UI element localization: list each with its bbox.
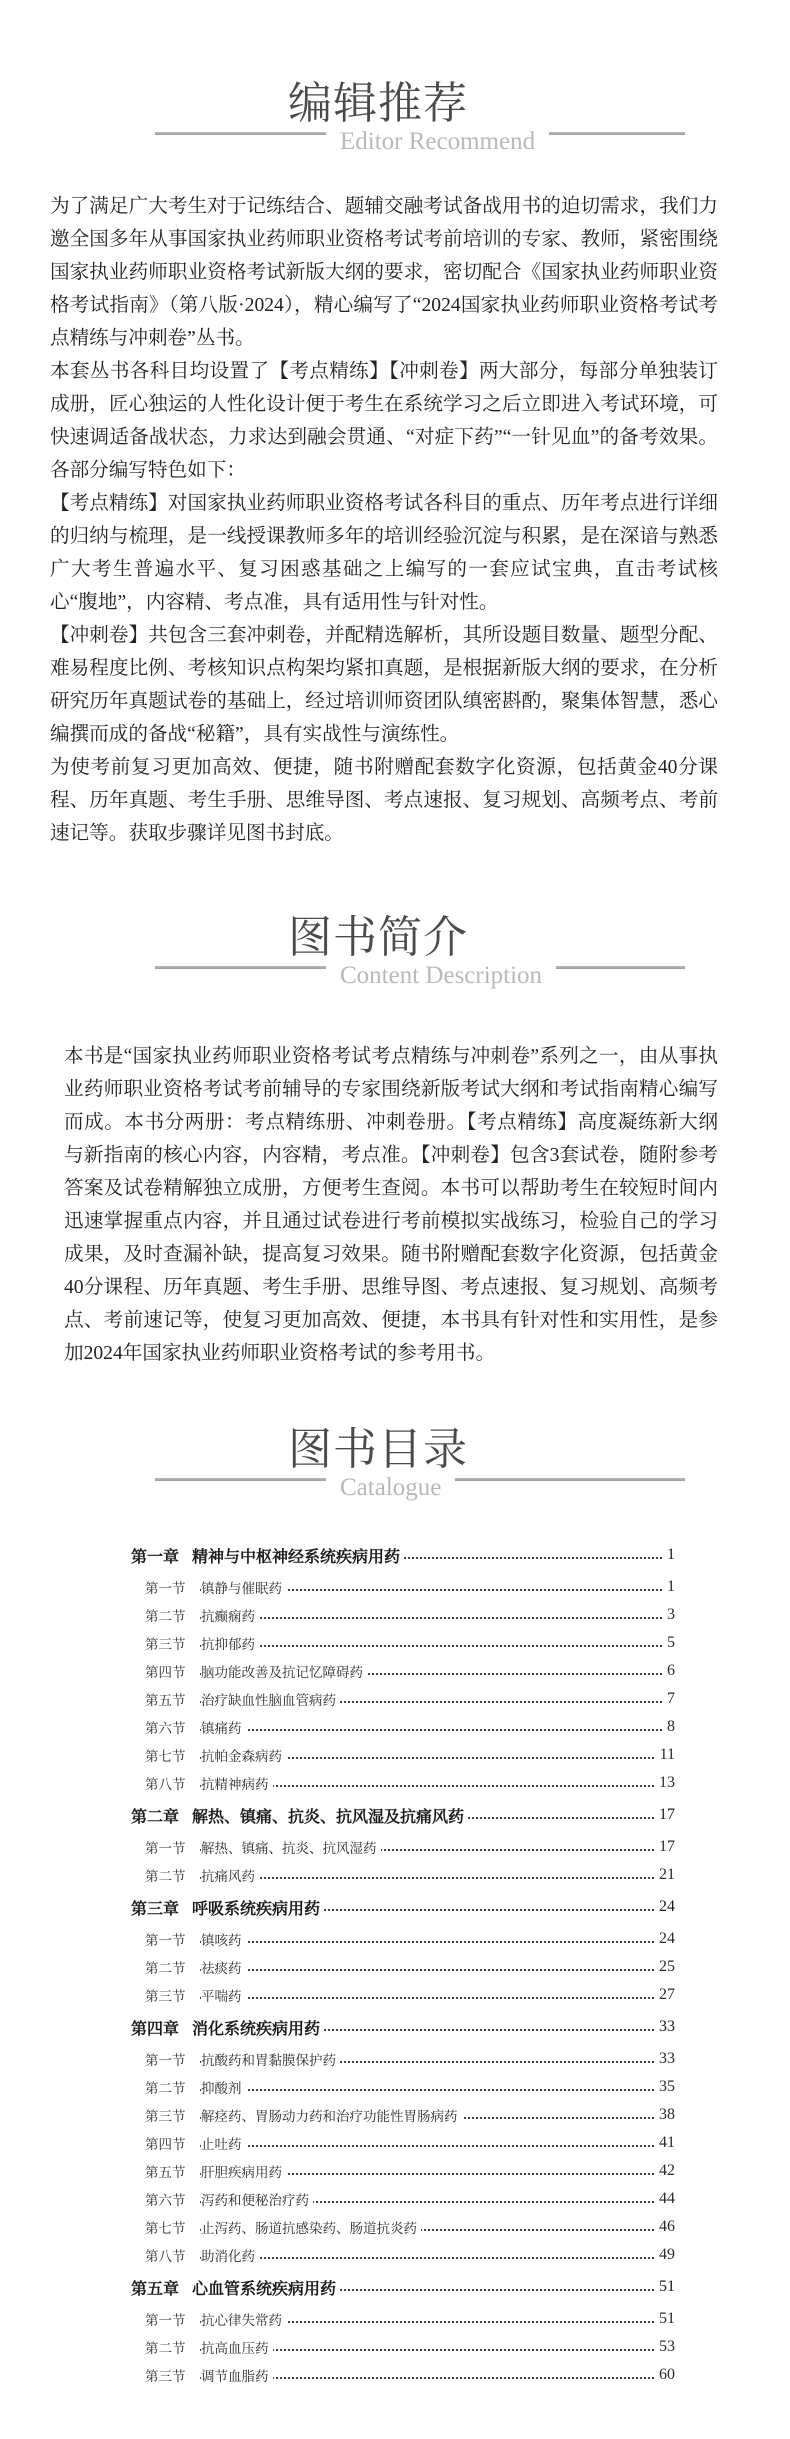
toc-section-row [0,1861,790,1889]
toc-entry-page: 33 [655,2018,675,2036]
toc-entry-label: 第三节 [145,1989,186,2005]
toc-entry-title: 抗酸药和胃黏膜保护药 [201,2049,340,2069]
heading-rule [155,1474,685,1502]
toc-entry-title: 泻药和便秘治疗药 [201,2189,313,2209]
toc-section-row [0,2045,790,2073]
toc-section-row [0,1713,790,1741]
toc-section-row [0,2213,790,2241]
toc-entry-title: 消化系统疾病用药 [192,2016,324,2039]
toc-entry-title: 精神与中枢神经系统疾病用药 [192,1544,404,1567]
dot-leader [200,1645,662,1647]
toc-chapter-row [0,1797,790,1833]
toc-entry-page: 49 [655,2246,675,2264]
toc-entry-title: 抗精神病药 [201,1773,273,1793]
toc-entry-title: 解热、镇痛、抗炎、抗风湿药 [201,1837,381,1857]
heading-rule [155,128,685,156]
toc-entry-page: 44 [655,2190,675,2208]
dot-leader [200,2257,662,2259]
toc-entry-label: 第三节 [145,2109,186,2125]
toc-section-row [0,2157,790,2185]
toc-section-row [0,1685,790,1713]
dot-leader [200,1941,662,1943]
section-subtitle: Catalogue [340,1474,442,1501]
toc-entry-page: 17 [655,1806,675,1824]
content-description-text [64,1040,718,1370]
toc-entry-title: 呼吸系统疾病用药 [192,1896,324,1919]
toc-entry-page: 6 [663,1662,675,1680]
toc-section-row [0,2305,790,2333]
toc-entry-label: 第一节 [145,1841,186,1857]
toc-entry-title: 抗抑郁药 [201,1633,259,1653]
toc-chapter-row [0,2009,790,2045]
divider-line [155,1478,326,1481]
toc-entry-title: 抗心律失常药 [201,2309,286,2329]
toc-entry-page: 21 [655,1866,675,1884]
toc-entry-page: 46 [655,2218,675,2236]
toc-section-row [0,1601,790,1629]
section-title: 编辑推荐 [288,78,468,129]
toc-entry-label: 第一节 [145,1581,186,1597]
dot-leader [200,1617,662,1619]
divider-line [556,966,685,969]
toc-entry-page: 8 [663,1718,675,1736]
toc-entry-label: 第八节 [145,2249,186,2265]
toc-section-row [0,2241,790,2269]
toc-entry-title: 抑酸剂 [201,2077,246,2097]
toc-entry-label: 第五章 [131,2278,180,2298]
toc-entry-label: 第三章 [131,1898,180,1918]
toc-section-row [0,1629,790,1657]
toc-entry-label: 第二节 [145,1869,186,1885]
toc-entry-title: 镇咳药 [201,1929,246,1949]
toc-entry-title: 解热、镇痛、抗炎、抗风湿及抗痛风药 [192,1804,468,1827]
toc-entry-page: 27 [655,1986,675,2004]
toc-entry-title: 肝胆疾病用药 [201,2161,286,2181]
paragraph: 为使考前复习更加高效、便捷，随书附赠配套数字化资源，包括黄金40分课程、历年真题、考生手册、思维导图、考点速报、复习规划、高频考点、考前速记等。获取步骤详见图书封底。 [50,757,718,844]
divider-line [549,132,685,135]
toc-section-row [0,1925,790,1953]
section-subtitle: Content Description [340,962,543,989]
toc-entry-page: 51 [655,2278,675,2296]
toc-chapter-row [0,2269,790,2305]
toc-entry-label: 第八节 [145,1777,186,1793]
dot-leader [200,1969,662,1971]
heading-rule [155,962,685,990]
toc-section-row [0,1573,790,1601]
toc-entry-title: 镇痛药 [201,1717,246,1737]
toc-entry-page: 11 [656,1746,675,1764]
toc-entry-page: 1 [663,1578,675,1596]
toc-entry-label: 第三节 [145,1637,186,1653]
toc-entry-page: 7 [663,1690,675,1708]
toc-entry-label: 第一节 [145,1933,186,1949]
editor-recommend-text [50,190,718,850]
toc-entry-page: 53 [655,2338,675,2356]
toc-entry-page: 25 [655,1958,675,1976]
toc-entry-title: 止泻药、肠道抗感染药、肠道抗炎药 [201,2217,421,2237]
toc-section-row [0,2129,790,2157]
toc-entry-label: 第六节 [145,1721,186,1737]
toc-entry-title: 止吐药 [201,2133,246,2153]
toc-entry-label: 第二章 [131,1806,180,1826]
toc-section-row [0,2333,790,2361]
toc-entry-page: 24 [655,1930,675,1948]
toc-entry-label: 第四节 [145,2137,186,2153]
toc-entry-title: 助消化药 [201,2245,259,2265]
toc-entry-page: 41 [655,2134,675,2152]
toc-section-row [0,1769,790,1797]
toc-entry-page: 5 [663,1634,675,1652]
paragraph: 【考点精练】对国家执业药师职业资格考试各科目的重点、历年考点进行详细的归纳与梳理，是一线授课教师多年的培训经验沉淀与积累，是在深谙与熟悉广大考生普遍水平、复习困惑基础之上编写的一套应试宝典，直击考试核心“腹地”，内容精、考点准，具有适用性与针对性。 [50,493,718,613]
toc-section-row [0,2101,790,2129]
toc-section-row [0,1741,790,1769]
toc-entry-page: 42 [655,2162,675,2180]
table-of-contents [0,1537,790,2389]
toc-entry-label: 第二节 [145,1609,186,1625]
toc-entry-page: 51 [655,2310,675,2328]
section-title: 图书简介 [288,912,468,963]
section-title: 图书目录 [288,1424,468,1475]
toc-chapter-row [0,1889,790,1925]
toc-entry-page: 33 [655,2050,675,2068]
dot-leader [200,1877,662,1879]
toc-chapter-row [0,1537,790,1573]
toc-entry-label: 第六节 [145,2193,186,2209]
toc-entry-title: 平喘药 [201,1985,246,2005]
toc-entry-label: 第七节 [145,1749,186,1765]
editor-recommend-heading [0,78,790,168]
paragraph: 本套丛书各科目均设置了【考点精练】【冲刺卷】两大部分，每部分单独装订成册，匠心独运的人性化设计便于考生在系统学习之后立即进入考试环境，可快速调适备战状态，力求达到融会贯通、“对症下药”“一针见血”的备考效果。各部分编写特色如下： [50,361,718,481]
toc-entry-title: 解痉药、胃肠动力药和治疗功能性胃肠病药 [201,2105,462,2125]
dot-leader [200,2089,662,2091]
toc-section-row [0,2361,790,2389]
toc-entry-label: 第五节 [145,1693,186,1709]
toc-entry-page: 38 [655,2106,675,2124]
toc-entry-page: 3 [663,1606,675,1624]
toc-entry-label: 第二节 [145,2341,186,2357]
divider-line [455,1478,685,1481]
dot-leader [200,1729,662,1731]
toc-entry-title: 心血管系统疾病用药 [192,2276,340,2299]
toc-entry-title: 治疗缺血性脑血管病药 [201,1689,340,1709]
toc-section-row [0,1953,790,1981]
toc-entry-title: 抗癫痫药 [201,1605,259,1625]
toc-section-row [0,1833,790,1861]
dot-leader [200,1997,662,1999]
toc-entry-title: 抗高血压药 [201,2337,273,2357]
toc-entry-page: 60 [655,2366,675,2384]
paragraph: 为了满足广大考生对于记练结合、题辅交融考试备战用书的迫切需求，我们力邀全国多年从事国家执业药师职业资格考试考前培训的专家、教师，紧密围绕国家执业药师职业资格考试新版大纲的要求，密切配合《国家执业药师职业资格考试指南》（第八版·2024），精心编写了“2024国家执业药师职业资格考试考点精练与冲刺卷”丛书。 [50,196,718,349]
toc-entry-page: 24 [655,1898,675,1916]
toc-entry-label: 第七节 [145,2221,186,2237]
divider-line [155,132,326,135]
toc-section-row [0,1657,790,1685]
toc-section-row [0,2073,790,2101]
section-subtitle: Editor Recommend [340,128,536,155]
paragraph: 【冲刺卷】共包含三套冲刺卷，并配精选解析，其所设题目数量、题型分配、难易程度比例、考核知识点构架均紧扣真题，是根据新版大纲的要求，在分析研究历年真题试卷的基础上，经过培训师资团队缜密斟酌，聚集体智慧，悉心编撰而成的备战“秘籍”，具有实战性与演练性。 [50,625,718,745]
toc-entry-label: 第四章 [131,2018,180,2038]
toc-entry-title: 抗痛风药 [201,1865,259,1885]
toc-entry-title: 调节血脂药 [201,2365,273,2385]
dot-leader [200,2145,662,2147]
divider-line [155,966,326,969]
catalogue-heading [0,1424,790,1514]
toc-entry-title: 祛痰药 [201,1957,246,1977]
toc-entry-label: 第一章 [131,1546,180,1566]
toc-entry-label: 第四节 [145,1665,186,1681]
toc-entry-page: 17 [655,1838,675,1856]
toc-section-row [0,2185,790,2213]
toc-entry-page: 35 [655,2078,675,2096]
paragraph: 本书是“国家执业药师职业资格考试考点精练与冲刺卷”系列之一，由从事执业药师职业资格考试考前辅导的专家围绕新版考试大纲和考试指南精心编写而成。本书分两册：考点精练册、冲刺卷册。【考点精练】高度凝练新大纲与新指南的核心内容，内容精，考点准。【冲刺卷】包含3套试卷，随附参考答案及试卷精解独立成册，方便考生查阅。本书可以帮助考生在较短时间内迅速掌握重点内容，并且通过试卷进行考前模拟实战练习，检验自己的学习成果，及时查漏补缺，提高复习效果。随书附赠配套数字化资源，包括黄金40分课程、历年真题、考生手册、思维导图、考点速报、复习规划、高频考点、考前速记等，使复习更加高效、便捷，本书具有针对性和实用性，是参加2024年国家执业药师职业资格考试的参考用书。 [64,1046,718,1364]
toc-entry-label: 第三节 [145,2369,186,2385]
toc-entry-title: 抗帕金森病药 [201,1745,286,1765]
toc-entry-label: 第二节 [145,1961,186,1977]
toc-entry-label: 第五节 [145,2165,186,2181]
toc-entry-label: 第一节 [145,2053,186,2069]
content-description-heading [0,912,790,1002]
toc-entry-page: 13 [655,1774,675,1792]
toc-entry-title: 镇静与催眠药 [201,1577,286,1597]
toc-section-row [0,1981,790,2009]
toc-entry-title: 脑功能改善及抗记忆障碍药 [201,1661,367,1681]
toc-entry-label: 第一节 [145,2313,186,2329]
toc-entry-page: 1 [663,1546,675,1564]
toc-entry-label: 第二节 [145,2081,186,2097]
